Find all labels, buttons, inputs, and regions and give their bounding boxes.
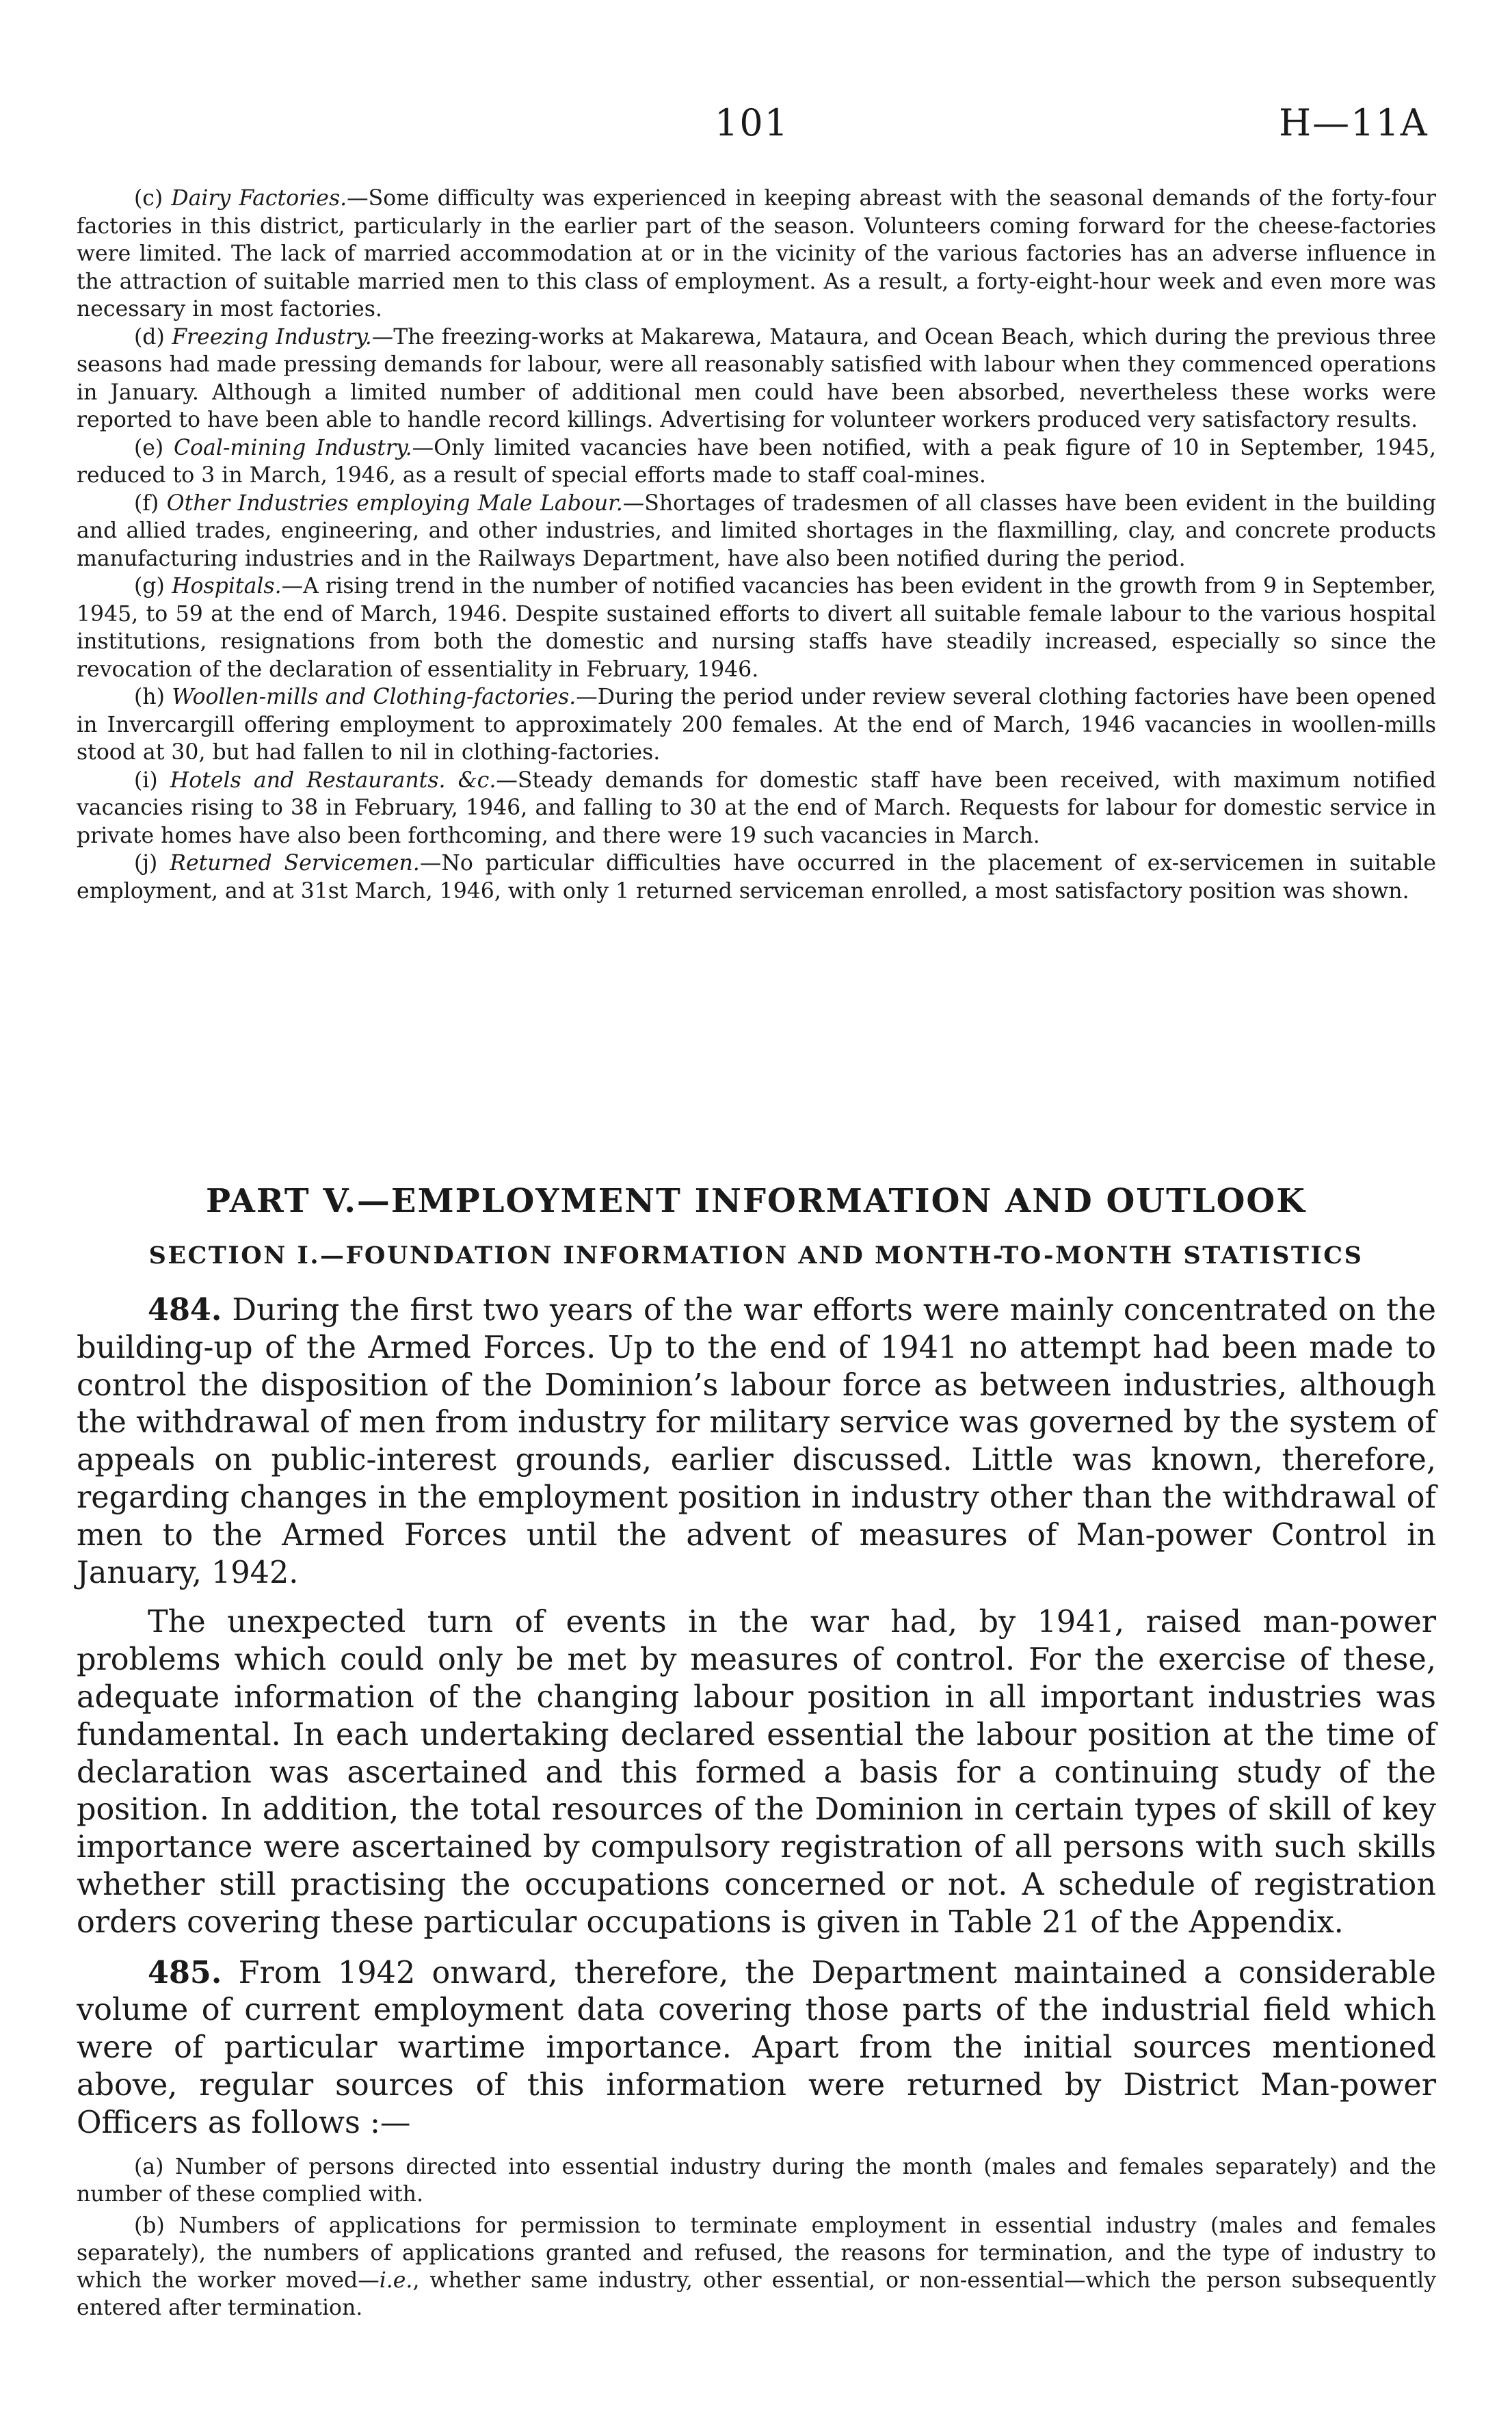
page-number: 101	[715, 101, 790, 144]
paragraph-484: 484. During the first two years of the war efforts were mainly concentrated on the building-up of the Armed Forces. Up to the end of 1941 no attempt had been made to control the disposition of the Dominion’s labour force as between industries, although the withdrawal of men from industry for military service was governed by the system of appeals on public-interest grounds, earlier discussed. Little was known, therefore, regarding changes in the employment position in industry other than the withdrawal of men to the Armed Forces until the advent of measures of Man-power Control in January, 1942.	[77, 1292, 1436, 1590]
paragraph-coal-mining: (e) Coal-mining Industry.—Only limited vacancies have been notified, with a peak figure of 10 in September, 1945, reduced to 3 in March, 1946, as a result of special efforts made to staff coal-mines.	[77, 435, 1436, 488]
paragraph-other-industries: (f) Other Industries employing Male Labour.—Shortages of tradesmen of all classes have been evident in the building and allied trades, engineering, and other industries, and limited shortages in the flaxmilling, clay, and concrete products manufacturing industries and in the Railways Department, have also been notified during the period.	[77, 490, 1436, 571]
district-paragraphs	[77, 185, 1436, 905]
list-item-a: (a) Number of persons directed into essential industry during the month (males and females separately) and the number of these complied with.	[77, 2155, 1436, 2207]
paragraph-hotels-restaurants: (i) Hotels and Restaurants. &c.—Steady demands for domestic staff have been received, with maximum notified vacancies rising to 38 in February, 1946, and falling to 30 at the end of March. Requests for labour for domestic service in private homes have also been forthcoming, and there were 19 such vacancies in March.	[77, 767, 1436, 848]
section-heading: SECTION I.—FOUNDATION INFORMATION AND MONTH-TO-MONTH STATISTICS	[148, 1241, 1364, 1270]
paragraph-woollen-mills: (h) Woollen-mills and Clothing-factories.—During the period under review several clothing factories have been opened in Invercargill offering employment to approximately 200 females. At the end of March, 1946 vacancies in woollen-mills stood at 30, but had fallen to nil in clothing-factories.	[77, 685, 1436, 765]
paragraph-485: 485. From 1942 onward, therefore, the Department maintained a considerable volume of current employment data covering those parts of the industrial field which were of particular wartime importance. Apart from the initial sources mentioned above, regular sources of this information were returned by District Man-power Officers as follows :—	[77, 1954, 1436, 2140]
list-item-b: (b) Numbers of applications for permission to terminate employment in essential industry (males and females separately), the numbers of applications granted and refused, the reasons for termination, and the type of industry to which the worker moved—i.e., whether same industry, other essential, or non-essential—which the person subsequently entered after termination.	[77, 2213, 1437, 2320]
paragraph-hospitals: (g) Hospitals.—A rising trend in the number of notified vacancies has been evident in the growth from 9 in September, 1945, to 59 at the end of March, 1946. Despite sustained efforts to divert all suitable female labour to the various hospital institutions, resignations from both the domestic and nursing staffs have steadily increased, especially so since the revocation of the declaration of essentiality in February, 1946.	[77, 574, 1436, 682]
part-heading: PART V.—EMPLOYMENT INFORMATION AND OUTLOOK	[206, 1182, 1306, 1220]
document-code: H—11A	[1279, 101, 1429, 144]
paragraph-dairy-factories: (c) Dairy Factories.—Some difficulty was experienced in keeping abreast with the seasonal demands of the forty-four factories in this district, particularly in the earlier part of the season. Volunteers coming forward for the cheese-factories were limited. The lack of married accommodation at or in the vicinity of the various factories has an adverse influence in the attraction of suitable married men to this class of employment. As a result, a forty-eight-hour week and even more was necessary in most factories.	[77, 186, 1436, 321]
paragraph-freezing-industry: (d) Freezing Industry.—The freezing-works at Makarewa, Mataura, and Ocean Beach, which during the previous three seasons had made pressing demands for labour, were all reasonably satisfied with labour when they commenced operations in January. Although a limited number of additional men could have been absorbed, nevertheless these works were reported to have been able to handle record killings. Advertising for volunteer workers produced very satisfactory results.	[77, 324, 1436, 432]
main-body	[77, 1291, 1436, 2155]
paragraph-returned-servicemen: (j) Returned Servicemen.—No particular difficulties have occurred in the placement of ex-servicemen in suitable employment, and at 31st March, 1946, with only 1 returned serviceman enrolled, a most satisfactory position was shown.	[77, 851, 1437, 904]
sources-list	[77, 2153, 1436, 2326]
paragraph-484-continued: The unexpected turn of events in the war had, by 1941, raised man-power problems which could only be met by measures of control. For the exercise of these, adequate information of the changing labour position in all important industries was fundamental. In each undertaking declared essential the labour position at the time of declaration was ascertained and this formed a basis for a continuing study of the position. In addition, the total resources of the Dominion in certain types of skill of key importance were ascertained by compulsory registration of all persons with such skills whether still practising the occupations concerned or not. A schedule of registration orders covering these particular occupations is given in Table 21 of the Appendix.	[77, 1605, 1436, 1940]
